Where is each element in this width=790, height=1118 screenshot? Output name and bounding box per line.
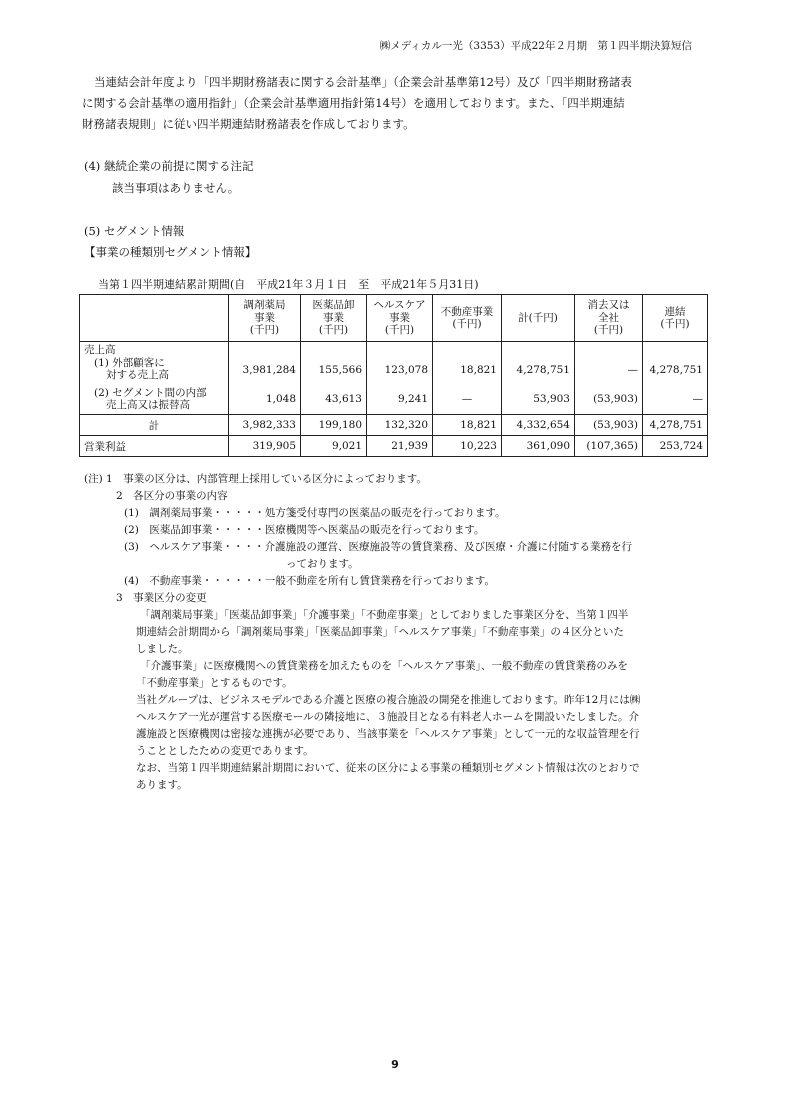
table-cell: 361,090	[502, 436, 575, 457]
intro-line: に関する会計基準の適用指針」（企業会計基準適用指針第14号）を適用しております。また、「四半期連結	[82, 96, 625, 110]
note-2-item-cont: っております。	[286, 558, 359, 570]
row-label-intersegment: (2) セグメント間の内部 売上高又は振替高	[80, 384, 229, 415]
table-cell: —	[643, 384, 708, 415]
change-line: 護施設と医療機関は密接な連携が必要であり、当該事業を「ヘルスケア事業」として一元的な収益管理を行	[136, 728, 640, 740]
row-label-operating-income: 営業利益	[80, 436, 229, 457]
table-row	[80, 415, 708, 436]
table-header-row	[80, 295, 708, 342]
note-2-item: (4) 不動産事業・・・・・・一般不動産を所有し賃貸業務を行っております。	[124, 575, 496, 587]
table-cell: 253,724	[643, 436, 708, 457]
header-blank	[80, 295, 229, 342]
intro-line: 財務諸表規則」に従い四半期連結財務諸表を作成しております。	[82, 117, 415, 131]
table-period: 当第１四半期連結累計期間(自 平成21年３月１日 至 平成21年５月31日)	[98, 278, 479, 291]
change-line: あります。	[136, 779, 188, 791]
intro-paragraph	[82, 72, 718, 135]
header-total: 計(千円)	[502, 295, 575, 342]
table-row	[80, 436, 708, 457]
note-2-item: (1) 調剤薬局事業・・・・・処方箋受付専門の医薬品の販売を行っております。	[124, 507, 506, 519]
note-2: 2 各区分の事業の内容	[116, 490, 228, 502]
note-1: (注) 1 事業の区分は、内部管理上採用している区分によっております。	[84, 473, 427, 485]
change-line: 期連結会計期間から「調剤薬局事業」「医薬品卸事業」「ヘルスケア事業」「不動産事業」の４区分といた	[136, 626, 624, 638]
table-cell: 3,982,333	[229, 415, 301, 436]
page-number: 9	[391, 1058, 399, 1071]
segment-table	[79, 294, 708, 457]
table-cell: (107,365)	[575, 436, 643, 457]
header-consolidated: 連結 (千円)	[643, 295, 708, 342]
section-5-subtitle: 【事業の種類別セグメント情報】	[84, 245, 257, 259]
table-cell: 18,821	[433, 342, 502, 385]
row-label-external-sales: 売上高 (1) 外部顧客に 対する売上高	[80, 342, 229, 385]
table-cell: 53,903	[502, 384, 575, 415]
change-line: 「調剤薬局事業」「医薬品卸事業」「介護事業」「不動産事業」としておりました事業区分を、当第１四半	[140, 609, 629, 621]
header-drug-wholesale: 医薬品卸 事業 (千円)	[301, 295, 367, 342]
table-row	[80, 384, 708, 415]
change-line: 「介護事業」に医療機関への賃貸業務を加えたものを「ヘルスケア事業」、一般不動産の賃貸業務のみを	[140, 660, 628, 672]
table-cell: 199,180	[301, 415, 367, 436]
table-cell: —	[433, 384, 502, 415]
header-real-estate: 不動産事業 (千円)	[433, 295, 502, 342]
note-2-item: (2) 医薬品卸事業・・・・・医療機関等へ医薬品の販売を行っております。	[124, 524, 485, 536]
change-line: しました。	[136, 643, 189, 655]
table-cell: 43,613	[301, 384, 367, 415]
document-header: ㈱メディカル一光（3353）平成22年２月期 第１四半期決算短信	[379, 40, 692, 52]
table-cell: 9,021	[301, 436, 367, 457]
table-cell: 4,278,751	[502, 342, 575, 385]
change-line: うこととしたための変更であります。	[136, 745, 314, 757]
table-cell: 132,320	[367, 415, 433, 436]
table-cell: 10,223	[433, 436, 502, 457]
change-line: 当社グループは、ビジネスモデルである介護と医療の複合施設の開発を推進しております。昨年12月には㈱	[136, 694, 641, 706]
section-4-body: 該当事項はありません。	[112, 181, 240, 195]
header-elimination: 消去又は 全社 (千円)	[575, 295, 643, 342]
section-5-title: (5) セグメント情報	[84, 224, 185, 238]
change-line: 「不動産事業」とするものです。	[136, 677, 293, 689]
table-cell: (53,903)	[575, 415, 643, 436]
header-dispensing-pharmacy: 調剤薬局 事業 (千円)	[229, 295, 301, 342]
table-cell: 1,048	[229, 384, 301, 415]
table-cell: 4,278,751	[643, 342, 708, 385]
table-cell: 123,078	[367, 342, 433, 385]
table-cell: 155,566	[301, 342, 367, 385]
table-cell: 9,241	[367, 384, 433, 415]
table-cell: —	[575, 342, 643, 385]
table-cell: 21,939	[367, 436, 433, 457]
table-cell: 4,278,751	[643, 415, 708, 436]
section-4-title: (4) 継続企業の前提に関する注記	[84, 159, 254, 173]
table-cell: 3,981,284	[229, 342, 301, 385]
change-line: なお、当第１四半期連結累計期間において、従来の区分による事業の種類別セグメント情報は次のとおりで	[136, 762, 640, 774]
table-cell: 4,332,654	[502, 415, 575, 436]
table-cell: 18,821	[433, 415, 502, 436]
header-healthcare: ヘルスケア 事業 (千円)	[367, 295, 433, 342]
row-label-subtotal: 計	[80, 415, 229, 436]
table-cell: (53,903)	[575, 384, 643, 415]
note-2-item: (3) ヘルスケア事業・・・・介護施設の運営、医療施設等の賃貸業務、及び医療・介護に付随する業務を行	[124, 541, 633, 553]
intro-line: 当連結会計年度より「四半期財務諸表に関する会計基準」（企業会計基準第12号）及び「四半期財務諸表	[94, 75, 632, 89]
change-line: ヘルスケア一光が運営する医療モールの隣接地に、３施設目となる有料老人ホームを開設いたしました。介	[136, 711, 640, 723]
table-cell: 319,905	[229, 436, 301, 457]
table-row	[80, 342, 708, 385]
note-3: 3 事業区分の変更	[116, 592, 207, 604]
